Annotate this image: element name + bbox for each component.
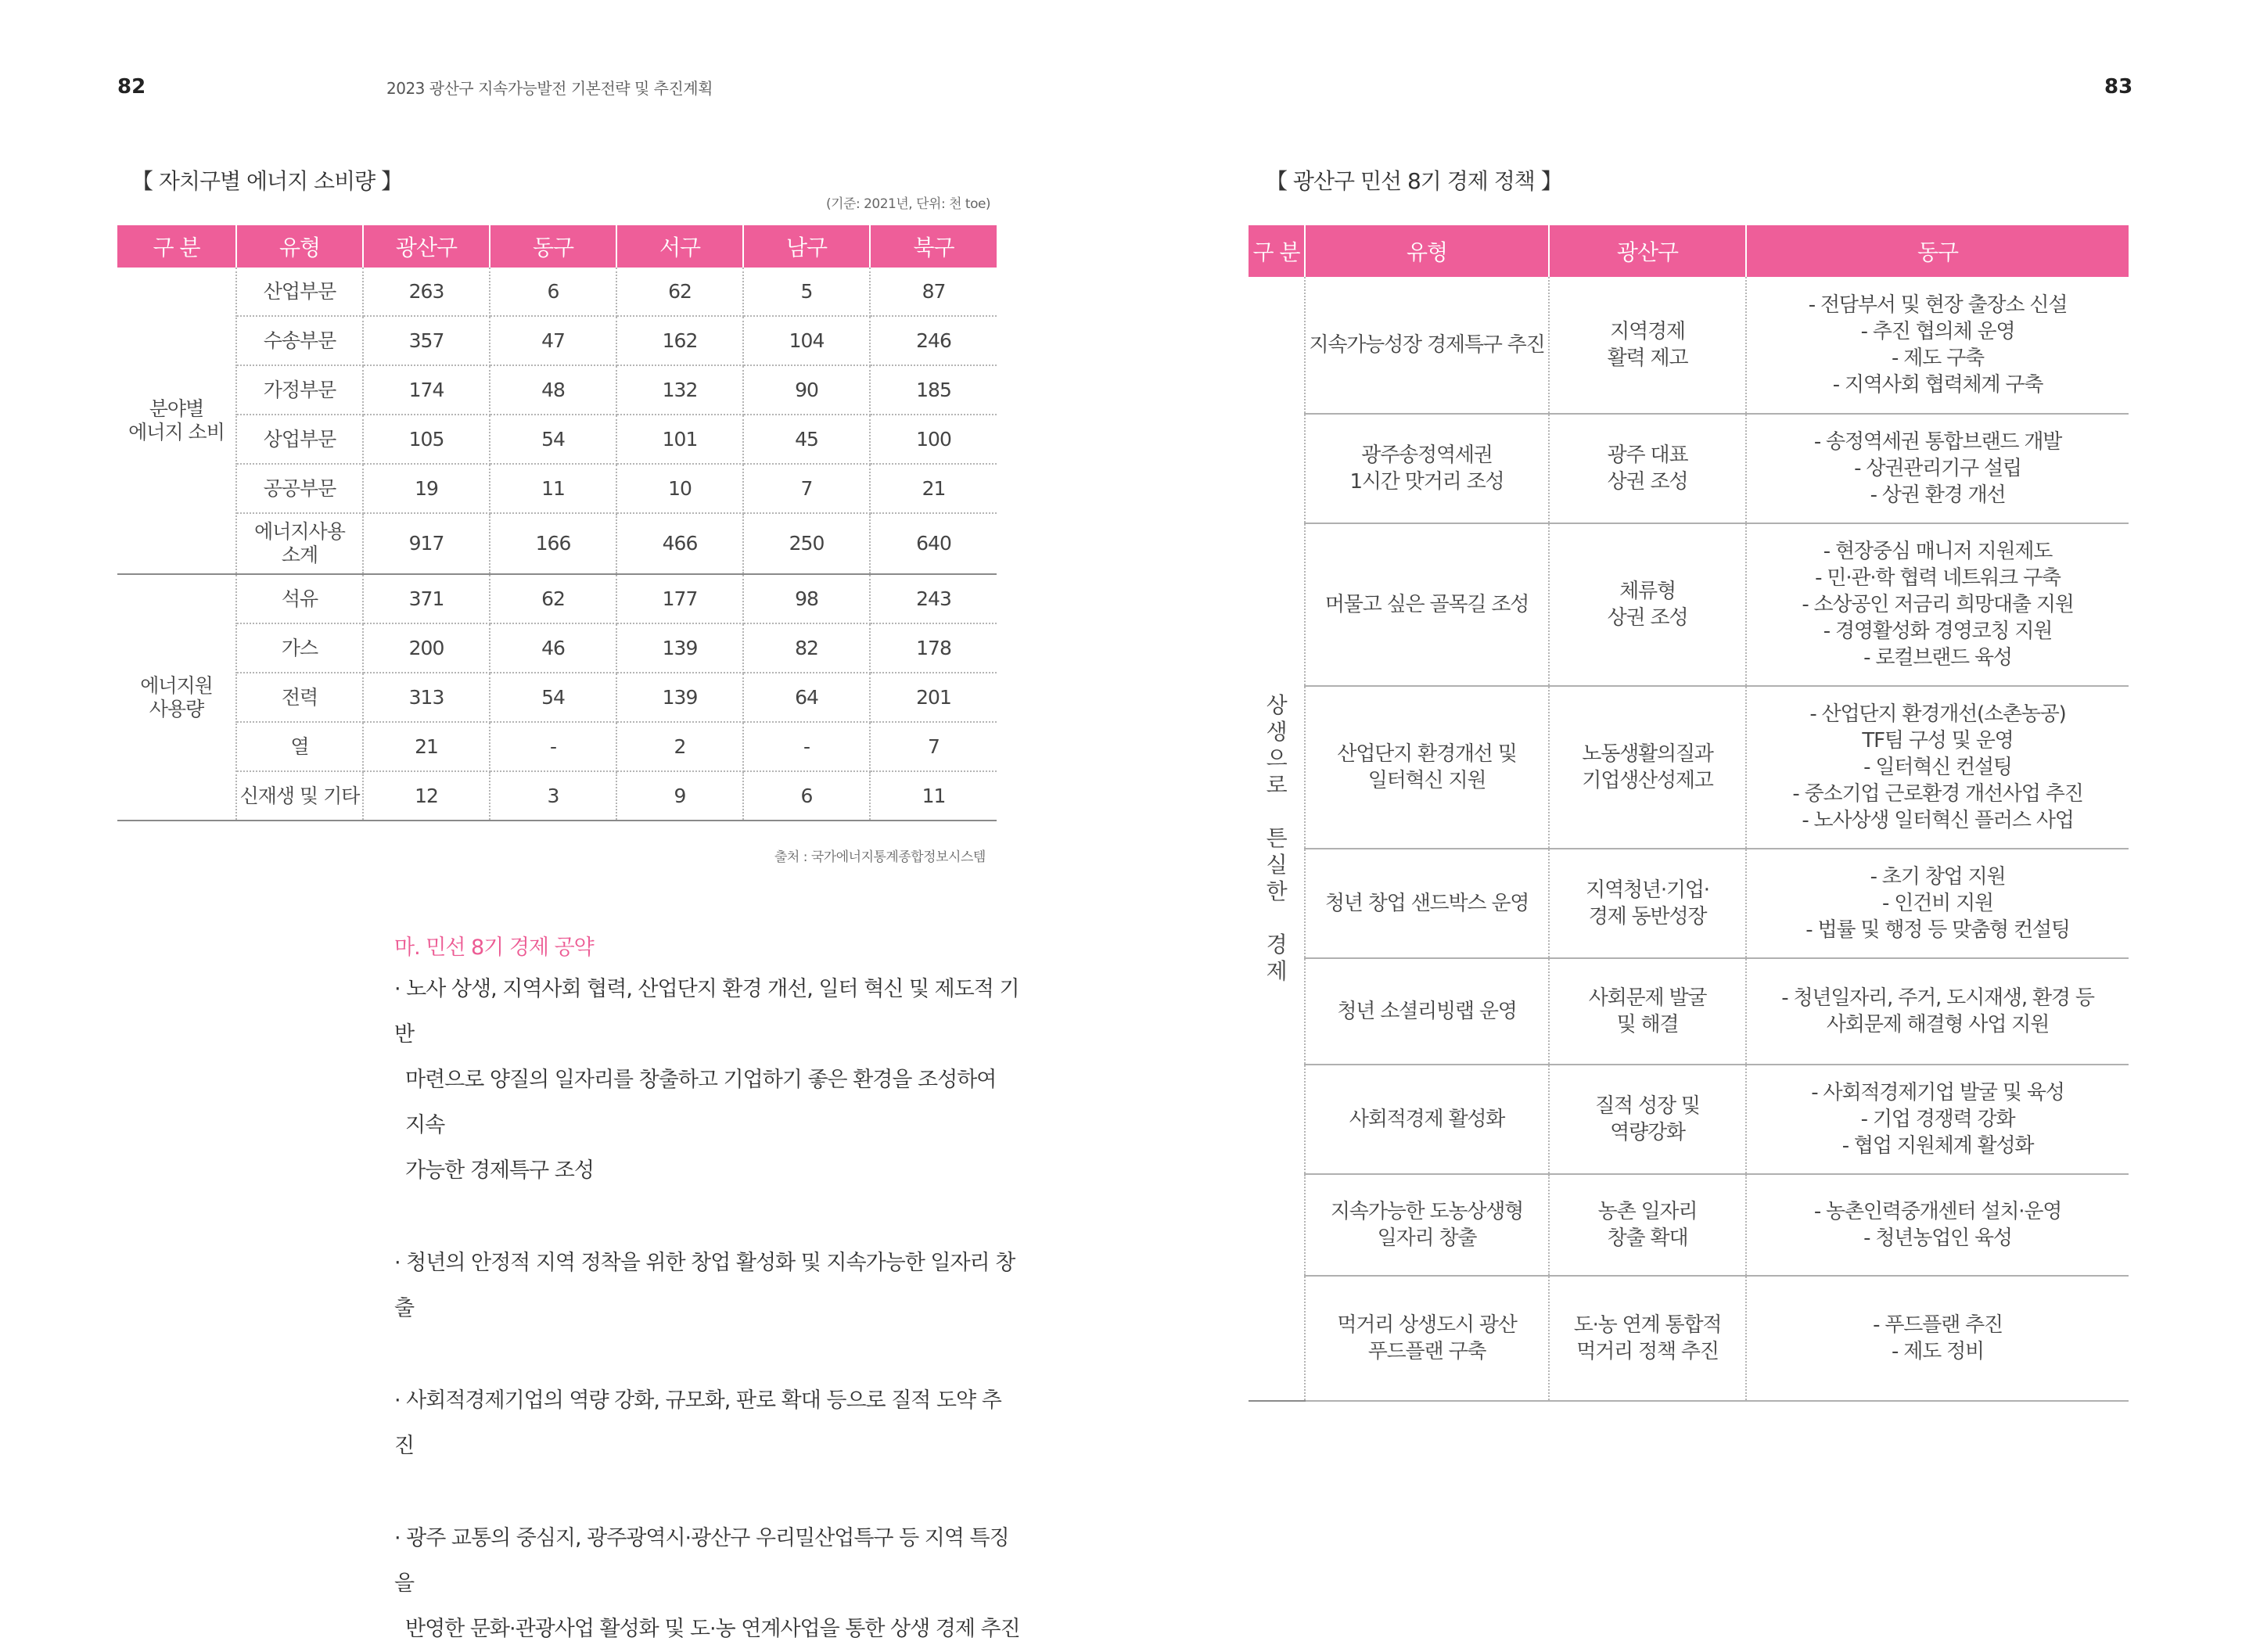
energy-type-cell bbox=[236, 316, 363, 365]
energy-header-cell: 유형 bbox=[236, 225, 363, 268]
policy-type-cell bbox=[1305, 523, 1549, 686]
policy-table-row bbox=[1249, 414, 2129, 523]
policy-detail-line: - 경영활성화 경영코칭 지원 bbox=[1823, 620, 2053, 643]
policy-detail-line: - 중소기업 근로환경 개선사업 추진 bbox=[1792, 782, 2083, 806]
energy-value-cell: 185 bbox=[870, 365, 997, 415]
category-char: 으 bbox=[1266, 745, 1287, 771]
energy-value-cell: 371 bbox=[363, 574, 490, 623]
energy-value-cell: 6 bbox=[743, 771, 870, 821]
policy-table-row bbox=[1249, 1065, 2129, 1174]
policy-header-cell: 동구 bbox=[1746, 225, 2129, 277]
policy-detail-line: - 지역사회 협력체계 구축 bbox=[1832, 373, 2043, 397]
policy-section-title: 【 광산구 민선 8기 경제 정책 】 bbox=[1266, 168, 1562, 194]
policy-gwangsan-line: 지역경제 bbox=[1610, 320, 1685, 343]
policy-gwangsan-cell bbox=[1549, 277, 1746, 414]
policy-detail-line: - 노사상생 일터혁신 플러스 사업 bbox=[1802, 809, 2074, 832]
policy-header-cell: 광산구 bbox=[1549, 225, 1746, 277]
energy-value-cell: 357 bbox=[363, 316, 490, 365]
energy-header-cell: 광산구 bbox=[363, 225, 490, 268]
policy-detail-cell bbox=[1746, 686, 2129, 849]
policy-detail-line: - 상권 환경 개선 bbox=[1870, 483, 2006, 507]
energy-section-title: 【 자치구별 에너지 소비량 】 bbox=[131, 168, 403, 194]
group-label-line: 사용량 bbox=[149, 697, 204, 720]
energy-value-cell: 47 bbox=[490, 316, 616, 365]
energy-group-label bbox=[117, 268, 236, 574]
energy-value-cell: 201 bbox=[870, 673, 997, 722]
type-label-line: 수송부문 bbox=[263, 329, 336, 352]
policy-detail-line: - 로컬브랜드 육성 bbox=[1863, 646, 2012, 670]
energy-table-row bbox=[117, 513, 997, 574]
policy-type-line: 지속가능한 도농상생형 bbox=[1330, 1200, 1524, 1223]
policy-gwangsan-line: 창출 확대 bbox=[1607, 1226, 1688, 1250]
category-char: 실 bbox=[1266, 851, 1287, 878]
policy-gwangsan-line: 노동생활의질과 bbox=[1582, 742, 1713, 766]
policy-detail-line: - 일터혁신 컨설팅 bbox=[1863, 756, 2012, 779]
policy-table-row bbox=[1249, 849, 2129, 958]
energy-group-label bbox=[117, 574, 236, 821]
pledge-heading: 마. 민선 8기 경제 공약 bbox=[394, 936, 594, 960]
policy-detail-line: - 소상공인 저금리 희망대출 지원 bbox=[1802, 593, 2074, 616]
energy-table-row bbox=[117, 623, 997, 673]
policy-gwangsan-line: 체류형 bbox=[1619, 580, 1676, 603]
energy-value-cell: 21 bbox=[363, 722, 490, 771]
policy-detail-line: - 추진 협의체 운영 bbox=[1860, 320, 2015, 343]
policy-detail-line: - 기업 경쟁력 강화 bbox=[1860, 1108, 2015, 1131]
energy-type-cell bbox=[236, 513, 363, 574]
energy-value-cell: - bbox=[490, 722, 616, 771]
energy-value-cell: 246 bbox=[870, 316, 997, 365]
policy-table-row bbox=[1249, 686, 2129, 849]
energy-type-cell bbox=[236, 771, 363, 821]
policy-gwangsan-line: 도·농 연계 통합적 bbox=[1573, 1313, 1722, 1337]
energy-value-cell: 21 bbox=[870, 464, 997, 513]
category-vertical-text bbox=[1267, 692, 1287, 985]
energy-value-cell: 178 bbox=[870, 623, 997, 673]
energy-value-cell: 166 bbox=[490, 513, 616, 574]
policy-detail-line: - 제도 구축 bbox=[1892, 347, 1984, 370]
policy-gwangsan-line: 경제 동반성장 bbox=[1588, 905, 1707, 928]
policy-gwangsan-line: 지역청년·기업· bbox=[1586, 878, 1709, 902]
policy-gwangsan-line: 상권 조성 bbox=[1607, 606, 1688, 630]
group-label-line: 에너지 소비 bbox=[128, 420, 225, 444]
energy-header-cell: 구 분 bbox=[117, 225, 236, 268]
energy-value-cell: 5 bbox=[743, 268, 870, 316]
policy-gwangsan-line: 농촌 일자리 bbox=[1597, 1200, 1698, 1223]
policy-gwangsan-line: 및 해결 bbox=[1616, 1013, 1679, 1036]
energy-type-cell bbox=[236, 673, 363, 722]
policy-table-row bbox=[1249, 958, 2129, 1065]
energy-value-cell: 250 bbox=[743, 513, 870, 574]
energy-type-cell bbox=[236, 268, 363, 316]
type-label-line: 상업부문 bbox=[263, 427, 336, 451]
pledge-line: 반영한 문화·관광사업 활성화 및 도·농 연계사업을 통한 상생 경제 추진 bbox=[405, 1617, 1020, 1641]
energy-value-cell: 2 bbox=[616, 722, 743, 771]
policy-type-line: 산업단지 환경개선 및 bbox=[1337, 742, 1517, 766]
policy-gwangsan-cell bbox=[1549, 1174, 1746, 1276]
energy-value-cell: 100 bbox=[870, 415, 997, 464]
policy-gwangsan-cell bbox=[1549, 1276, 1746, 1401]
policy-type-cell bbox=[1305, 1276, 1549, 1401]
energy-value-cell: 263 bbox=[363, 268, 490, 316]
energy-header-cell: 남구 bbox=[743, 225, 870, 268]
energy-value-cell: 105 bbox=[363, 415, 490, 464]
category-char: 로 bbox=[1266, 771, 1287, 798]
policy-gwangsan-line: 광주 대표 bbox=[1607, 444, 1688, 467]
group-label-line: 분야별 bbox=[149, 397, 204, 420]
energy-value-cell: 64 bbox=[743, 673, 870, 722]
category-char: 상 bbox=[1266, 691, 1287, 718]
energy-table-row bbox=[117, 771, 997, 821]
energy-value-cell: 11 bbox=[870, 771, 997, 821]
policy-gwangsan-cell bbox=[1549, 958, 1746, 1065]
policy-detail-cell bbox=[1746, 849, 2129, 958]
energy-value-cell: 466 bbox=[616, 513, 743, 574]
policy-type-cell bbox=[1305, 958, 1549, 1065]
policy-category-cell bbox=[1249, 277, 1305, 1401]
type-label-line: 전력 bbox=[281, 685, 318, 709]
policy-detail-line: - 전담부서 및 현장 출장소 신설 bbox=[1808, 293, 2068, 317]
policy-table-row bbox=[1249, 1276, 2129, 1401]
energy-type-cell bbox=[236, 623, 363, 673]
energy-value-cell: 48 bbox=[490, 365, 616, 415]
policy-detail-cell bbox=[1746, 277, 2129, 414]
pledge-line: 가능한 경제특구 조성 bbox=[405, 1158, 594, 1183]
policy-detail-line: - 협업 지원체계 활성화 bbox=[1841, 1134, 2034, 1158]
energy-value-cell: 162 bbox=[616, 316, 743, 365]
energy-value-cell: 46 bbox=[490, 623, 616, 673]
energy-value-cell: 10 bbox=[616, 464, 743, 513]
energy-header-cell: 서구 bbox=[616, 225, 743, 268]
type-label-line: 산업부문 bbox=[263, 279, 336, 303]
policy-detail-line: - 송정역세권 통합브랜드 개발 bbox=[1813, 430, 2062, 454]
energy-type-cell bbox=[236, 722, 363, 771]
energy-value-cell: 104 bbox=[743, 316, 870, 365]
energy-value-cell: 7 bbox=[743, 464, 870, 513]
policy-header-row bbox=[1249, 225, 2129, 277]
energy-value-cell: 7 bbox=[870, 722, 997, 771]
energy-value-cell: 6 bbox=[490, 268, 616, 316]
policy-type-cell bbox=[1305, 686, 1549, 849]
policy-detail-cell bbox=[1746, 414, 2129, 523]
policy-detail-line: - 제도 정비 bbox=[1892, 1340, 1984, 1363]
pledge-line: · 청년의 안정적 지역 정착을 위한 창업 활성화 및 지속가능한 일자리 창출 bbox=[394, 1251, 1015, 1320]
energy-table-row bbox=[117, 365, 997, 415]
energy-value-cell: 101 bbox=[616, 415, 743, 464]
type-label-line: 가정부문 bbox=[263, 378, 336, 401]
energy-value-cell: 62 bbox=[490, 574, 616, 623]
policy-table-row bbox=[1249, 1174, 2129, 1276]
pledge-item bbox=[394, 1516, 1020, 1652]
policy-gwangsan-line: 상권 조성 bbox=[1607, 470, 1688, 494]
pledge-list bbox=[394, 967, 1020, 1652]
policy-detail-line: - 상권관리기구 설립 bbox=[1854, 457, 2021, 480]
running-header: 2023 광산구 지속가능발전 기본전략 및 추진계획 bbox=[386, 79, 713, 98]
policy-gwangsan-line: 질적 성장 및 bbox=[1595, 1094, 1700, 1118]
policy-detail-line: - 사회적경제기업 발굴 및 육성 bbox=[1811, 1081, 2064, 1104]
policy-type-cell bbox=[1305, 414, 1549, 523]
policy-gwangsan-line: 사회문제 발굴 bbox=[1588, 986, 1707, 1010]
energy-value-cell: 54 bbox=[490, 673, 616, 722]
pledge-item bbox=[394, 1378, 1020, 1469]
energy-value-cell: - bbox=[743, 722, 870, 771]
policy-detail-cell bbox=[1746, 958, 2129, 1065]
type-label-line: 공공부문 bbox=[263, 476, 336, 500]
energy-value-cell: 313 bbox=[363, 673, 490, 722]
energy-value-cell: 9 bbox=[616, 771, 743, 821]
policy-detail-cell bbox=[1746, 1065, 2129, 1174]
pledge-item bbox=[394, 967, 1020, 1194]
policy-detail-line: TF팀 구성 및 운영 bbox=[1862, 729, 2014, 752]
energy-value-cell: 12 bbox=[363, 771, 490, 821]
energy-value-cell: 19 bbox=[363, 464, 490, 513]
category-char: 제 bbox=[1266, 957, 1287, 984]
policy-header-cell: 구 분 bbox=[1249, 225, 1305, 277]
pledge-item bbox=[394, 1241, 1020, 1331]
pledge-line: 마련으로 양질의 일자리를 창출하고 기업하기 좋은 환경을 조성하여 지속 bbox=[405, 1068, 997, 1137]
policy-type-line: 1시간 맛거리 조성 bbox=[1349, 470, 1504, 494]
policy-detail-cell bbox=[1746, 1276, 2129, 1401]
energy-type-cell bbox=[236, 464, 363, 513]
energy-table-row bbox=[117, 316, 997, 365]
category-char bbox=[1267, 905, 1287, 932]
pledge-line: · 노사 상생, 지역사회 협력, 산업단지 환경 개선, 일터 혁신 및 제도적 기반 bbox=[394, 977, 1019, 1047]
type-label-line: 석유 bbox=[281, 587, 318, 610]
policy-type-cell bbox=[1305, 1065, 1549, 1174]
energy-table-row bbox=[117, 673, 997, 722]
policy-detail-line: - 산업단지 환경개선(소촌농공) bbox=[1809, 702, 2066, 726]
energy-value-cell: 3 bbox=[490, 771, 616, 821]
energy-value-cell: 45 bbox=[743, 415, 870, 464]
policy-gwangsan-line: 먹거리 정책 추진 bbox=[1576, 1340, 1719, 1363]
energy-value-cell: 174 bbox=[363, 365, 490, 415]
energy-table-row bbox=[117, 415, 997, 464]
policy-detail-cell bbox=[1746, 1174, 2129, 1276]
type-label-line: 소계 bbox=[281, 544, 318, 566]
energy-value-cell: 132 bbox=[616, 365, 743, 415]
energy-value-cell: 200 bbox=[363, 623, 490, 673]
energy-type-cell bbox=[236, 365, 363, 415]
policy-gwangsan-line: 역량강화 bbox=[1610, 1121, 1685, 1144]
source-note: 출처 : 국가에너지통계종합정보시스템 bbox=[774, 849, 986, 865]
policy-type-line: 청년 소셜리빙랩 운영 bbox=[1337, 1000, 1517, 1023]
energy-value-cell: 90 bbox=[743, 365, 870, 415]
energy-table-row bbox=[117, 574, 997, 623]
policy-detail-line: - 청년농업인 육성 bbox=[1863, 1226, 2012, 1250]
policy-gwangsan-cell bbox=[1549, 523, 1746, 686]
category-char: 생 bbox=[1266, 718, 1287, 745]
policy-detail-line: 사회문제 해결형 사업 지원 bbox=[1826, 1013, 2050, 1036]
type-label-line: 가스 bbox=[281, 636, 318, 659]
policy-header-cell: 유형 bbox=[1305, 225, 1549, 277]
policy-detail-line: - 농촌인력중개센터 설치·운영 bbox=[1813, 1200, 2062, 1223]
policy-type-line: 지속가능성장 경제특구 추진 bbox=[1309, 333, 1545, 357]
energy-table-row bbox=[117, 464, 997, 513]
policy-detail-line: - 민·관·학 협력 네트워크 구축 bbox=[1815, 566, 2061, 590]
group-label-line: 에너지원 bbox=[140, 673, 213, 697]
energy-table-row bbox=[117, 722, 997, 771]
policy-gwangsan-cell bbox=[1549, 686, 1746, 849]
policy-detail-line: - 청년일자리, 주거, 도시재생, 환경 등 bbox=[1781, 986, 2094, 1010]
policy-gwangsan-cell bbox=[1549, 849, 1746, 958]
energy-value-cell: 243 bbox=[870, 574, 997, 623]
policy-detail-line: - 초기 창업 지원 bbox=[1870, 865, 2006, 889]
energy-header-cell: 북구 bbox=[870, 225, 997, 268]
unit-note: (기준: 2021년, 단위: 천 toe) bbox=[826, 196, 991, 212]
energy-value-cell: 139 bbox=[616, 673, 743, 722]
policy-type-line: 청년 창업 샌드박스 운영 bbox=[1324, 892, 1529, 915]
energy-value-cell: 62 bbox=[616, 268, 743, 316]
policy-type-cell bbox=[1305, 277, 1549, 414]
pledge-line: · 사회적경제기업의 역량 강화, 규모화, 판로 확대 등으로 질적 도약 추진 bbox=[394, 1388, 1001, 1458]
policy-type-line: 머물고 싶은 골목길 조성 bbox=[1324, 593, 1529, 616]
energy-value-cell: 11 bbox=[490, 464, 616, 513]
energy-value-cell: 177 bbox=[616, 574, 743, 623]
type-label-line: 에너지사용 bbox=[254, 520, 345, 543]
category-char bbox=[1267, 799, 1287, 825]
economic-policy-table bbox=[1249, 225, 2129, 1402]
energy-consumption-table bbox=[117, 225, 997, 821]
page-number-left: 82 bbox=[117, 75, 146, 99]
category-char: 한 bbox=[1266, 878, 1287, 904]
policy-detail-line: - 현장중심 매니저 지원제도 bbox=[1823, 540, 2053, 563]
policy-table-row bbox=[1249, 277, 2129, 414]
policy-detail-line: - 법률 및 행정 등 맞춤형 컨설팅 bbox=[1805, 918, 2070, 942]
policy-type-line: 일터혁신 지원 bbox=[1367, 769, 1486, 792]
policy-gwangsan-cell bbox=[1549, 414, 1746, 523]
pledge-line: · 광주 교통의 중심지, 광주광역시·광산구 우리밀산업특구 등 지역 특징을 bbox=[394, 1526, 1009, 1596]
energy-value-cell: 640 bbox=[870, 513, 997, 574]
energy-header-row bbox=[117, 225, 997, 268]
energy-value-cell: 82 bbox=[743, 623, 870, 673]
energy-table-row bbox=[117, 268, 997, 316]
policy-type-line: 푸드플랜 구축 bbox=[1367, 1340, 1486, 1363]
policy-type-cell bbox=[1305, 1174, 1549, 1276]
category-char: 튼 bbox=[1266, 824, 1287, 851]
energy-value-cell: 139 bbox=[616, 623, 743, 673]
energy-value-cell: 917 bbox=[363, 513, 490, 574]
page-number-right: 83 bbox=[2104, 75, 2133, 99]
policy-type-cell bbox=[1305, 849, 1549, 958]
energy-header-cell: 동구 bbox=[490, 225, 616, 268]
policy-type-line: 일자리 창출 bbox=[1377, 1226, 1477, 1250]
policy-type-line: 광주송정역세권 bbox=[1361, 444, 1493, 467]
type-label-line: 신재생 및 기타 bbox=[239, 784, 360, 807]
energy-value-cell: 87 bbox=[870, 268, 997, 316]
policy-detail-cell bbox=[1746, 523, 2129, 686]
type-label-line: 열 bbox=[290, 734, 309, 758]
energy-type-cell bbox=[236, 574, 363, 623]
energy-value-cell: 98 bbox=[743, 574, 870, 623]
policy-gwangsan-cell bbox=[1549, 1065, 1746, 1174]
policy-type-line: 사회적경제 활성화 bbox=[1349, 1108, 1505, 1131]
policy-detail-line: - 푸드플랜 추진 bbox=[1873, 1313, 2003, 1337]
category-char: 경 bbox=[1266, 931, 1287, 957]
policy-gwangsan-line: 활력 제고 bbox=[1607, 347, 1688, 370]
policy-type-line: 먹거리 상생도시 광산 bbox=[1337, 1313, 1517, 1337]
policy-gwangsan-line: 기업생산성제고 bbox=[1582, 769, 1713, 792]
energy-value-cell: 54 bbox=[490, 415, 616, 464]
policy-table-row bbox=[1249, 523, 2129, 686]
policy-detail-line: - 인건비 지원 bbox=[1882, 892, 1993, 915]
energy-type-cell bbox=[236, 415, 363, 464]
